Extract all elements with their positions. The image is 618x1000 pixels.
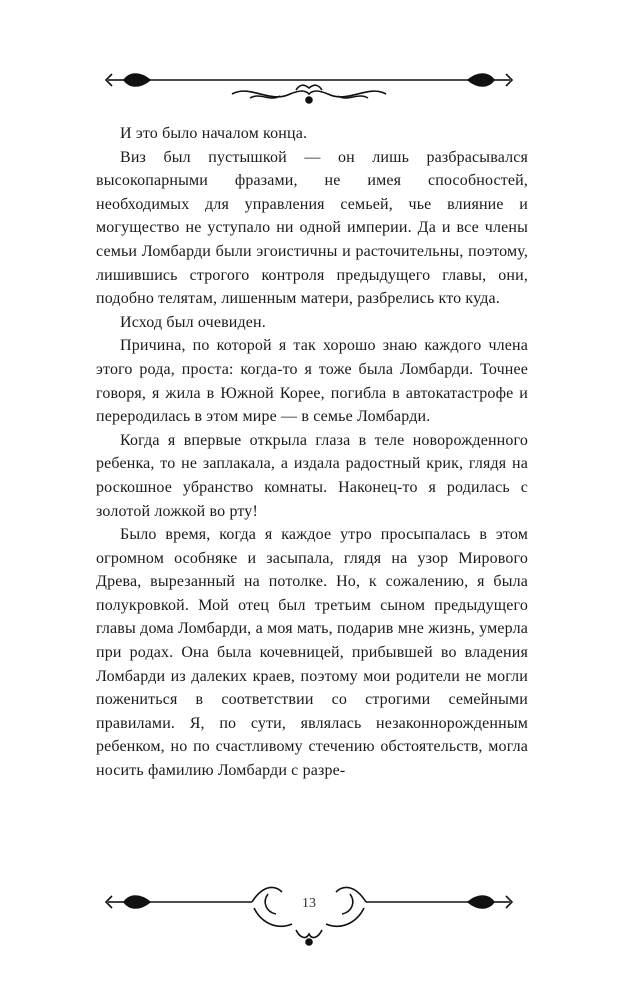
page-number: 13 (302, 896, 316, 911)
top-ornament (0, 60, 618, 110)
paragraph: Когда я впервые открыла глаза в теле новорожденного ребенка, то не заплакала, а издала радостный крик, глядя на роскошное убранство комнаты. Наконец-то я родилась с золотой ложкой во рту! (96, 431, 528, 520)
paragraph: И это было началом конца. (120, 125, 308, 142)
paragraph: Причина, по которой я так хорошо знаю каждого члена этого рода, проста: когда-то я тоже была Ломбарди. Точнее говоря, я жила в Южной Корее, погибла в автокатастрофе и переродилась в этом мире — в семье Ломбарди. (96, 337, 528, 426)
paragraph: Исход был очевиден. (120, 313, 266, 331)
paragraph: Виз был пустышкой — он лишь разбрасывался высокопарными фразами, не имея способностей, необходимых для управления семьей, чье влияние и могущество не уступало ни одной империи. Да и все члены семьи Ломбарди были эгоистичны и расточительны, поэтому, лишившись строгого контроля предыдущего главы, они, подобно телятам, лишенным матери, разбрелись кто куда. (96, 148, 528, 308)
paragraph: Было время, когда я каждое утро просыпалась в этом огромном особняке и засыпала, глядя на узор Мирового Древа, вырезанный на потолке. Но, к сожалению, я была полукровкой. Мой отец был третьим сыном предыдущего главы дома Ломбарди, а моя мать, подарив мне жизнь, умерла при родах. Она была кочевницей, прибывшей во владения Ломбарди из далеких краев, поэтому мои родители не могли пожениться в соответствии со строгими семейными правилами. Я, по сути, являлась незаконнорожденным ребенком, но по счастливому стечению обстоятельств, могла носить фамилию Ломбарди с разре- (96, 526, 528, 780)
bottom-ornament (0, 872, 618, 952)
page-text (96, 122, 528, 783)
